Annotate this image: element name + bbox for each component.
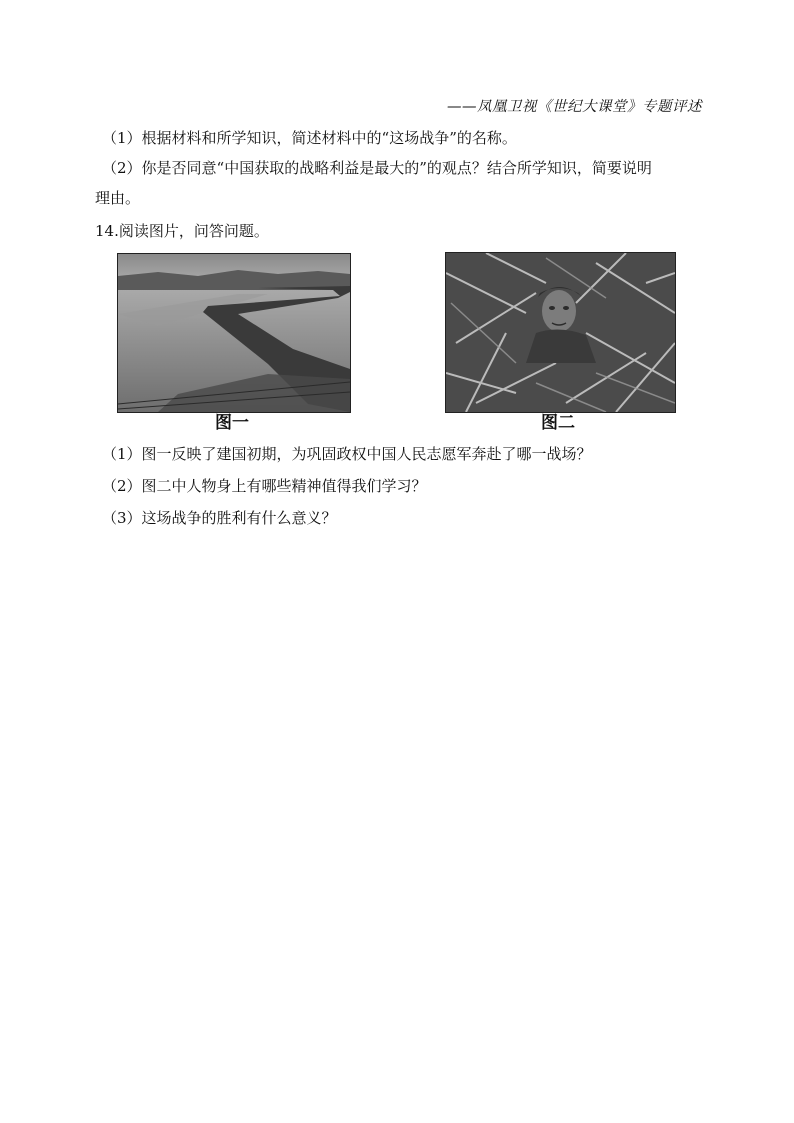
figure-1-photo-troops-crossing-river [117,253,351,413]
source-attribution: ——凤凰卫视《世纪大课堂》专题评述 [447,99,702,115]
question-14-part-3: （3）这场战争的胜利有什么意义？ [102,509,337,527]
figure-2-photo-soldier-in-grass [445,252,676,413]
question-14-part-1: （1）图一反映了建国初期，为巩固政权中国人民志愿军奔赴了哪一战场？ [102,445,592,463]
question-13-part-2-continued: 理由。 [95,189,141,207]
question-14-part-2: （2）图二中人物身上有哪些精神值得我们学习？ [102,477,427,495]
question-13-part-2: （2）你是否同意“中国获取的战略利益是最大的”的观点？结合所学知识，简要说明 [102,159,652,177]
question-13-part-1: （1）根据材料和所学知识，简述材料中的“这场战争”的名称。 [102,129,517,147]
figure-1-caption: 图一 [215,413,249,433]
question-14-stem: 14.阅读图片，问答问题。 [95,222,269,240]
figure-2-caption: 图二 [541,413,575,433]
